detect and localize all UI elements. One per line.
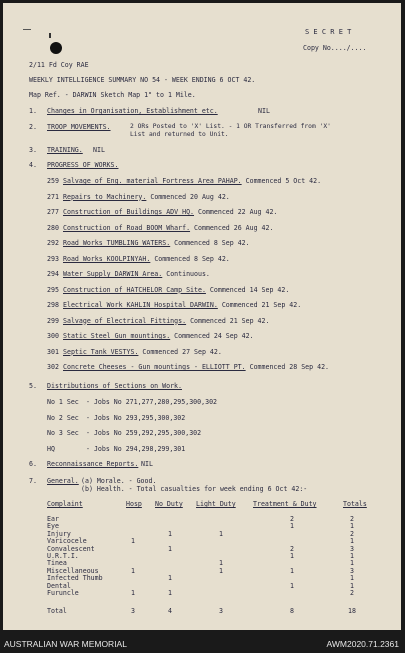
work-number: 300 — [47, 332, 59, 340]
work-number: 302 — [47, 363, 59, 371]
work-status: Commenced 26 Aug 42. — [194, 223, 274, 232]
classification: S E C R E T — [305, 28, 352, 36]
map-reference: Map Ref. - DARWIN Sketch Map 1" to 1 Mile. — [29, 91, 196, 99]
morale-line: (a) Morale. - Good. — [81, 477, 157, 485]
work-title: Salvage of Eng. material Fortress Area PAHAP. — [63, 177, 242, 185]
complaint-name: Miscellaneous — [47, 566, 99, 575]
work-number: 271 — [47, 192, 59, 201]
table-cell: 1 — [219, 559, 223, 568]
work-title: Construction of Road BOOM Wharf. — [63, 223, 191, 232]
section-name: No 2 Sec — [47, 413, 79, 422]
work-number: 301 — [47, 347, 59, 356]
table-cell: 1 — [350, 522, 354, 531]
table-header: Treatment & Duty — [253, 500, 317, 508]
work-title: Construction of Buildings ADV HQ. — [63, 208, 195, 216]
work-description — [63, 255, 230, 263]
table-cell: 2 — [350, 515, 354, 523]
complaint-name: Infected Thumb — [47, 574, 103, 583]
table-cell: 2 — [290, 544, 294, 553]
work-title: Salvage of Electrical Fittings. — [63, 316, 187, 325]
work-number: 295 — [47, 285, 59, 294]
table-cell: 1 — [350, 537, 354, 546]
work-status: Continuous. — [166, 270, 210, 278]
work-status: Commenced 28 Sep 42. — [249, 363, 330, 371]
complaint-name: Injury — [47, 529, 71, 538]
table-cell: 1 — [219, 529, 223, 538]
table-cell: 1 — [131, 537, 135, 546]
section-1-text: NIL — [258, 107, 270, 115]
table-cell: 3 — [350, 544, 354, 553]
work-status: Commenced 14 Sep 42. — [209, 285, 290, 294]
work-description — [63, 317, 269, 325]
table-cell: 1 — [219, 566, 223, 575]
section-4-title: PROGRESS OF WORKS. — [47, 161, 119, 169]
work-status: Commenced 27 Sep 42. — [142, 347, 222, 356]
section-3-text: NIL — [93, 146, 105, 154]
work-title: Construction of HATCHELOR Camp Site. — [63, 285, 206, 294]
work-number: 277 — [47, 208, 59, 216]
table-cell: 2 — [350, 529, 354, 538]
work-number: 299 — [47, 316, 59, 325]
archive-footer — [0, 636, 405, 653]
work-description — [63, 208, 277, 216]
section-jobs: - Jobs No 293,295,300,302 — [86, 413, 186, 422]
table-cell: 3 — [350, 566, 354, 575]
section-5-title: Distributions of Sections on Work. — [47, 382, 182, 390]
table-cell: 1 — [290, 552, 294, 560]
table-cell: 1 — [350, 552, 354, 560]
work-description — [63, 363, 329, 371]
health-line: (b) Health. - Total casualties for week ending 6 Oct 42:- — [81, 485, 308, 493]
section-jobs: - Jobs No 271,277,280,295,300,302 — [86, 398, 218, 406]
table-cell: 1 — [290, 566, 294, 575]
section-jobs: - Jobs No 259,292,295,300,302 — [86, 429, 202, 437]
pencil-tick — [49, 33, 51, 38]
table-cell: 1 — [290, 522, 294, 531]
table-cell: 1 — [131, 566, 135, 575]
table-header: Totals — [343, 500, 367, 508]
table-header: No Duty — [155, 500, 183, 508]
section-jobs: - Jobs No 294,298,299,301 — [86, 444, 186, 453]
unit-name: 2/11 Fd Coy RAE — [29, 61, 89, 69]
complaint-name: Tinea — [47, 559, 67, 568]
section-1-number: 1. — [29, 107, 37, 115]
complaint-name: Dental — [47, 581, 71, 590]
complaint-name: Convalescent — [47, 544, 95, 553]
work-number: 298 — [47, 301, 59, 309]
work-number: 280 — [47, 223, 59, 232]
section-6-text: NIL — [141, 460, 153, 468]
total-label: Total — [47, 607, 67, 615]
work-description — [63, 270, 210, 278]
section-7-number: 7. — [29, 477, 37, 485]
work-status: Commenced 8 Sep 42. — [154, 254, 230, 263]
section-3-title: TRAINING. — [47, 146, 83, 154]
work-title: Road Works KOOLPINYAH. — [63, 254, 151, 263]
table-cell: 1 — [290, 581, 294, 590]
table-cell: 1 — [350, 574, 354, 583]
total-cell: 3 — [131, 607, 135, 615]
table-cell: 1 — [350, 559, 354, 568]
section-1-title: Changes in Organisation, Establishment etc. — [47, 107, 218, 115]
footer-institution: AUSTRALIAN WAR MEMORIAL — [4, 639, 127, 649]
document-page — [3, 3, 401, 630]
work-title: Repairs to Machinery. — [63, 192, 147, 201]
table-cell: 1 — [168, 529, 172, 538]
pencil-mark — [23, 29, 31, 30]
section-name: No 3 Sec — [47, 429, 79, 437]
section-5-number: 5. — [29, 382, 37, 390]
work-status: Commenced 24 Sep 42. — [174, 332, 254, 340]
work-number: 294 — [47, 270, 59, 278]
section-2-title: TROOP MOVEMENTS. — [47, 123, 111, 131]
complaint-name: Varicocele — [47, 537, 87, 546]
work-description — [63, 332, 254, 340]
section-4-number: 4. — [29, 161, 37, 169]
work-description — [63, 348, 222, 356]
table-cell: 1 — [168, 574, 172, 583]
section-2-number: 2. — [29, 123, 37, 131]
work-description — [63, 224, 273, 232]
work-description — [63, 301, 301, 309]
table-header: Complaint — [47, 500, 83, 508]
work-status: Commenced 20 Aug 42. — [150, 192, 230, 201]
work-title: Static Steel Gun mountings. — [63, 332, 171, 340]
section-2-text-cont: List and returned to Unit. — [130, 131, 229, 138]
total-cell: 18 — [348, 607, 356, 615]
section-6-number: 6. — [29, 460, 37, 468]
complaint-name: Ear — [47, 515, 59, 523]
complaint-name: Furuncle — [47, 589, 79, 597]
section-name: HQ — [47, 444, 55, 453]
table-cell: 1 — [350, 581, 354, 590]
section-7-title: General. — [47, 477, 79, 485]
work-status: Commenced 5 Oct 42. — [245, 177, 322, 185]
section-name: No 1 Sec — [47, 398, 79, 406]
complaint-name: U.R.T.I. — [47, 552, 79, 560]
work-title: Concrete Cheeses - Gun mountings - ELLIOTT PT. — [63, 363, 246, 371]
total-cell: 8 — [290, 607, 294, 615]
work-title: Electrical Work KAHLIN Hospital DARWIN. — [63, 301, 218, 309]
work-number: 293 — [47, 254, 59, 263]
work-description — [63, 177, 321, 185]
table-cell: 1 — [131, 589, 135, 597]
punch-hole — [50, 42, 62, 54]
table-cell: 1 — [168, 544, 172, 553]
work-number: 259 — [47, 177, 59, 185]
document-title: WEEKLY INTELLIGENCE SUMMARY NO 54 - WEEK ENDING 6 OCT 42. — [29, 76, 256, 84]
table-cell: 2 — [290, 515, 294, 523]
work-description — [63, 193, 230, 201]
total-cell: 3 — [219, 607, 223, 615]
footer-accession-number: AWM2020.71.2361 — [326, 639, 399, 649]
section-2-text: 2 ORs Posted to 'X' List. - 1 OR Transferred from 'X' — [130, 123, 331, 130]
work-description — [63, 286, 289, 294]
table-cell: 1 — [168, 589, 172, 597]
complaint-name: Eye — [47, 522, 59, 531]
work-description — [63, 239, 250, 247]
table-header: Hosp — [126, 500, 142, 508]
table-header: Light Duty — [196, 500, 236, 508]
work-title: Road Works TUMBLING WATERS. — [63, 239, 171, 247]
copy-number: Copy No..../.... — [303, 44, 367, 52]
work-status: Commenced 21 Sep 42. — [190, 316, 270, 325]
work-status: Commenced 8 Sep 42. — [174, 239, 250, 247]
work-title: Water Supply DARWIN Area. — [63, 270, 163, 278]
section-6-title: Reconnaissance Reports. — [47, 460, 139, 468]
work-status: Commenced 22 Aug 42. — [198, 208, 278, 216]
section-3-number: 3. — [29, 146, 37, 154]
total-cell: 4 — [168, 607, 172, 615]
work-title: Septic Tank VESTYS. — [63, 347, 139, 356]
work-number: 292 — [47, 239, 59, 247]
table-cell: 2 — [350, 589, 354, 597]
work-status: Commenced 21 Sep 42. — [221, 301, 302, 309]
